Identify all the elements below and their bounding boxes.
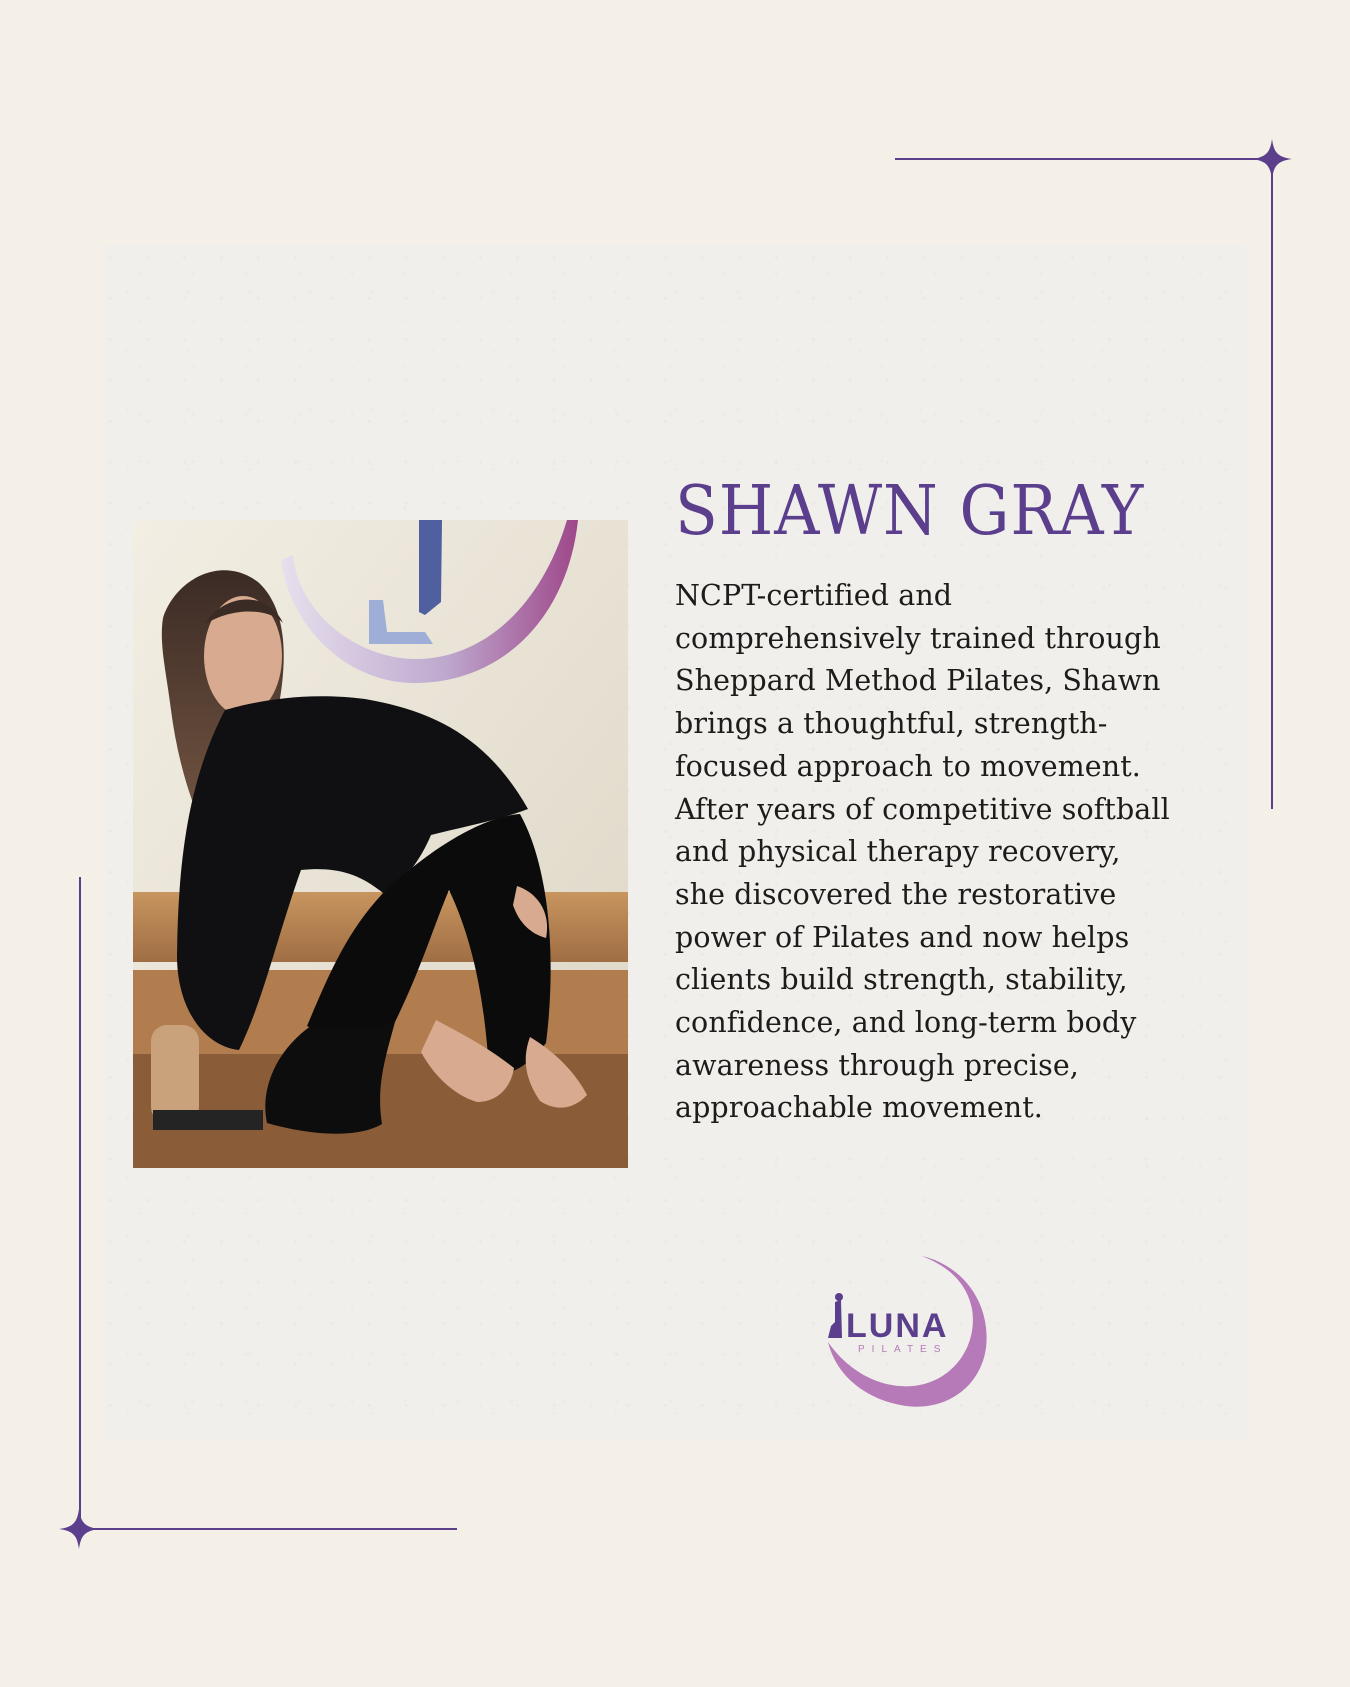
logo-subtitle: PILATES [858, 1344, 948, 1355]
instructor-bio: NCPT-certified and comprehensively trained through Sheppard Method Pilates, Shawn brings a thoughtful, strength-focused approach to movement. After years of competitive softball and physical therapy recovery, she discovered the restorative power of Pilates and now helps clients build strength, stability, confidence, and long-term body awareness through precise, approachable movement. [675, 579, 1170, 1125]
frame-line-bottom-left-horizontal [79, 1528, 457, 1530]
sparkle-star-icon [1252, 139, 1292, 179]
sparkle-star-icon [59, 1509, 99, 1549]
luna-pilates-logo [810, 1250, 1000, 1410]
instructor-photo [133, 520, 628, 1168]
frame-line-bottom-left-vertical [79, 877, 81, 1530]
crescent-moon-logo-icon [810, 1250, 1000, 1410]
frame-line-top-right-horizontal [895, 158, 1271, 160]
instructor-photo-placeholder [133, 520, 628, 1168]
frame-line-top-right-vertical [1271, 158, 1273, 809]
instructor-name: SHAWN GRAY [675, 472, 1145, 551]
logo-wordmark: LUNA [846, 1307, 949, 1345]
